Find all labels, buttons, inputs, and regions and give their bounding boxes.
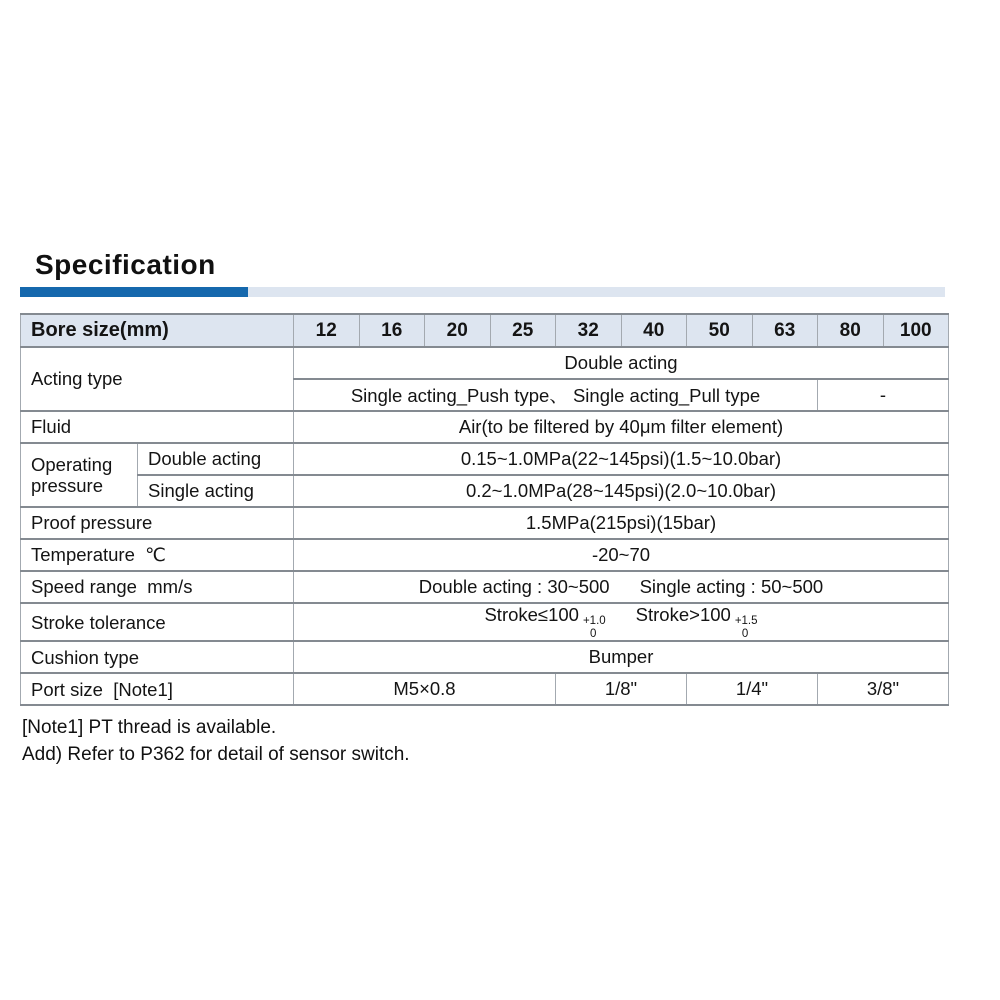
speed-range-row bbox=[21, 571, 949, 603]
stroke-le-text: Stroke≤100 bbox=[484, 604, 579, 625]
acting-type-single-value: Single acting_Push type、 Single acting_Pull type bbox=[294, 379, 818, 411]
operating-pressure-single-sublabel: Single acting bbox=[138, 475, 294, 507]
cushion-type-label: Cushion type bbox=[21, 641, 294, 673]
operating-pressure-double-value: 0.15~1.0MPa(22~145psi)(1.5~10.0bar) bbox=[294, 443, 949, 475]
stroke-le-sup: +1.0 bbox=[582, 615, 606, 627]
speed-range-double: Double acting : 30~500 bbox=[418, 576, 610, 597]
temperature-value: -20~70 bbox=[294, 539, 949, 571]
stroke-tolerance-value bbox=[294, 603, 949, 641]
note-2: Add) Refer to P362 for detail of sensor switch. bbox=[22, 743, 410, 765]
operating-pressure-single-row bbox=[21, 475, 949, 507]
page-title: Specification bbox=[35, 249, 216, 280]
operating-pressure-double-row bbox=[21, 443, 949, 475]
bore-col-40: 40 bbox=[621, 314, 687, 347]
port-size-1-8: 1/8" bbox=[556, 673, 687, 705]
bore-col-25: 25 bbox=[490, 314, 556, 347]
operating-pressure-single-value: 0.2~1.0MPa(28~145psi)(2.0~10.0bar) bbox=[294, 475, 949, 507]
acting-type-double-row bbox=[21, 347, 949, 379]
bore-col-100: 100 bbox=[883, 314, 949, 347]
cushion-type-value: Bumper bbox=[294, 641, 949, 673]
stroke-gt-tolerance bbox=[735, 615, 758, 640]
port-size-3-8: 3/8" bbox=[818, 673, 949, 705]
bore-col-63: 63 bbox=[752, 314, 818, 347]
stroke-tolerance-label: Stroke tolerance bbox=[21, 603, 294, 641]
specification-table bbox=[20, 313, 949, 706]
fluid-label: Fluid bbox=[21, 411, 294, 443]
bore-col-20: 20 bbox=[425, 314, 491, 347]
speed-range-value bbox=[294, 571, 949, 603]
stroke-gt-sup: +1.5 bbox=[734, 615, 758, 627]
acting-type-single-na: - bbox=[818, 379, 949, 411]
bore-col-50: 50 bbox=[687, 314, 753, 347]
proof-pressure-row bbox=[21, 507, 949, 539]
bore-col-80: 80 bbox=[818, 314, 884, 347]
footnotes bbox=[20, 715, 948, 767]
proof-pressure-label: Proof pressure bbox=[21, 507, 294, 539]
cushion-type-row bbox=[21, 641, 949, 673]
operating-pressure-double-sublabel: Double acting bbox=[138, 443, 294, 475]
acting-type-double-value: Double acting bbox=[294, 347, 949, 379]
port-size-label: Port size [Note1] bbox=[21, 673, 294, 705]
port-size-m5: M5×0.8 bbox=[294, 673, 556, 705]
fluid-row bbox=[21, 411, 949, 443]
port-size-1-4: 1/4" bbox=[687, 673, 818, 705]
speed-range-single: Single acting : 50~500 bbox=[639, 576, 824, 597]
stroke-le-sub: 0 bbox=[589, 627, 597, 640]
fluid-value: Air(to be filtered by 40μm filter element) bbox=[294, 411, 949, 443]
proof-pressure-value: 1.5MPa(215psi)(15bar) bbox=[294, 507, 949, 539]
stroke-le-tolerance bbox=[583, 615, 606, 640]
stroke-tolerance-row bbox=[21, 603, 949, 641]
temperature-row bbox=[21, 539, 949, 571]
title-underline-accent bbox=[20, 287, 248, 297]
port-size-row bbox=[21, 673, 949, 705]
acting-type-label: Acting type bbox=[21, 347, 294, 411]
operating-pressure-label: Operating pressure bbox=[21, 443, 138, 507]
bore-col-16: 16 bbox=[359, 314, 425, 347]
note-1: [Note1] PT thread is available. bbox=[22, 717, 277, 739]
title-underline bbox=[20, 287, 945, 297]
bore-col-32: 32 bbox=[556, 314, 622, 347]
speed-range-label: Speed range mm/s bbox=[21, 571, 294, 603]
title-underline-band bbox=[248, 287, 945, 297]
stroke-gt-text: Stroke>100 bbox=[635, 604, 731, 625]
bore-col-12: 12 bbox=[294, 314, 360, 347]
bore-size-header: Bore size(mm) bbox=[21, 314, 294, 347]
temperature-label: Temperature ℃ bbox=[21, 539, 294, 571]
stroke-gt-sub: 0 bbox=[741, 627, 749, 640]
header-row bbox=[21, 314, 949, 347]
spec-section bbox=[20, 249, 948, 768]
